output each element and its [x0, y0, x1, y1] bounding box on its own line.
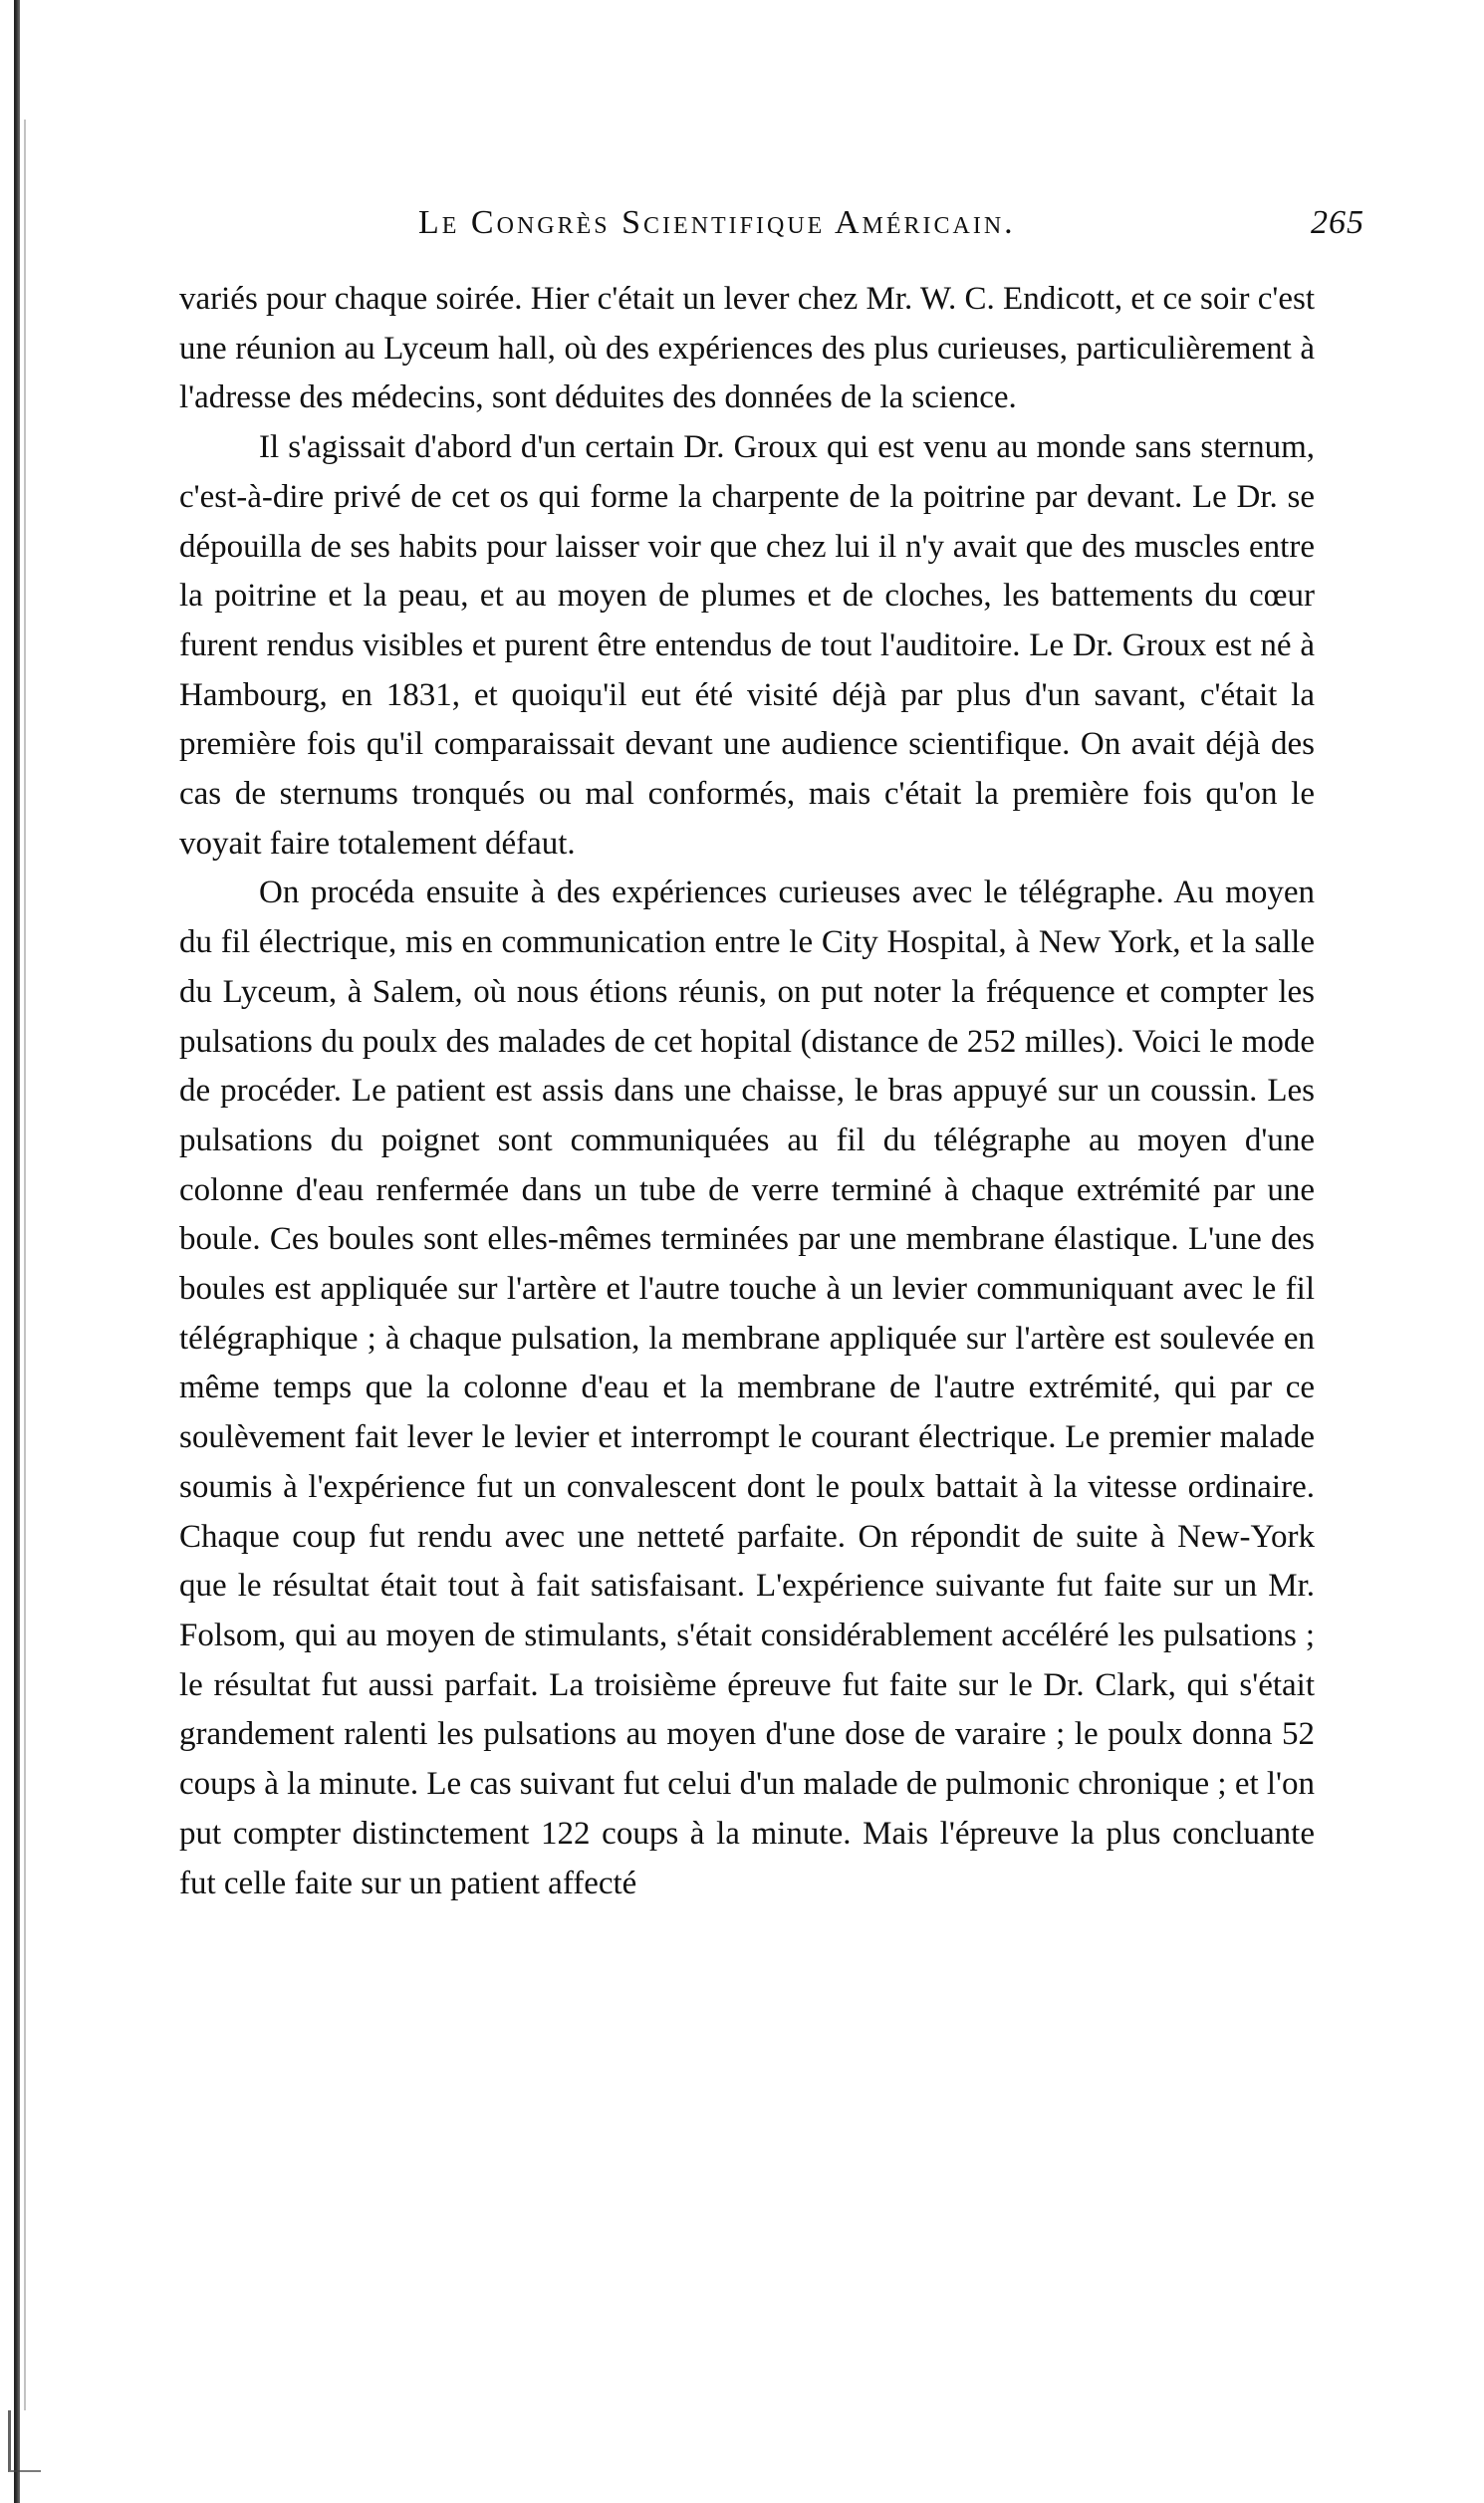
running-title: Le Congrès Scientifique Américain.: [418, 204, 1016, 241]
paragraph-1: variés pour chaque soirée. Hier c'était un lever chez Mr. W. C. Endicott, et ce soir c'est une réunion au Lyceum hall, où des expériences des plus curieuses, particulièrement à l'adresse des médecins, sont déduites des données de la science.: [179, 281, 1315, 416]
paragraph-3: On procéda ensuite à des expériences curieuses avec le télégraphe. Au moyen du fil électrique, mis en communication entre le City Hospital, à New York, et la salle du Lyceum, à Salem, où nous étions réunis, on put noter la fréquence et compter les pulsations du poulx des malades de cet hopital (distance de 252 milles). Voici le mode de procéder. Le patient est assis dans une chaisse, le bras appuyé sur un coussin. Les pulsations du poignet sont communiquées au fil du télégraphe au moyen d'une colonne d'eau renfermée dans un tube de verre terminé à chaque extrémité par une boule. Ces boules sont elles-mêmes terminées par une membrane élastique. L'une des boules est appliquée sur l'artère et l'autre touche à un levier communiquant avec le fil télégraphique ; à chaque pulsation, la membrane appliquée sur l'artère est soulevée en même temps que la colonne d'eau et la membrane de l'autre extrémité, qui par ce soulèvement fait lever le levier et interrompt le courant électrique. Le premier malade soumis à l'expérience fut un convalescent dont le poulx battait à la vitesse ordinaire. Chaque coup fut rendu avec une netteté parfaite. On répondit de suite à New-York que le résultat était tout à fait satisfaisant. L'expérience suivante fut faite sur un Mr. Folsom, qui au moyen de stimulants, s'était considérablement accéléré les pulsations ; le résultat fut aussi parfait. La troisième épreuve fut faite sur le Dr. Clark, qui s'était grandement ralenti les pulsations au moyen d'une dose de varaire ; le poulx donna 52 coups à la minute. Le cas suivant fut celui d'un malade de pulmonic chronique ; et l'on put compter distinctement 122 coups à la minute. Mais l'épreuve la plus concluante fut celle faite sur un patient affecté: [179, 875, 1315, 1901]
binding-mark: [8, 2410, 41, 2472]
paragraph-2: Il s'agissait d'abord d'un certain Dr. Groux qui est venu au monde sans sternum, c'est-à-dire privé de cet os qui forme la charpente de la poitrine par devant. Le Dr. se dépouilla de ses habits pour laisser voir que chez lui il n'y avait que des muscles entre la poitrine et la peau, et au moyen de plumes et de cloches, les battements du cœur furent rendus visibles et purent être entendus de tout l'auditoire. Le Dr. Groux est né à Hambourg, en 1831, et quoiqu'il eut été visité déjà par plus d'un savant, c'était la première fois qu'il comparaissait devant une audience scientifique. On avait déjà des cas de sternums tronqués ou mal conformés, mais c'était la première fois qu'on le voyait faire totalement défaut.: [179, 429, 1315, 862]
page-header: [418, 204, 1364, 254]
body-text: [179, 275, 1315, 1908]
binding-shadow: [24, 120, 26, 2410]
page-number: 265: [1311, 204, 1364, 241]
binding-edge: [14, 0, 20, 2503]
